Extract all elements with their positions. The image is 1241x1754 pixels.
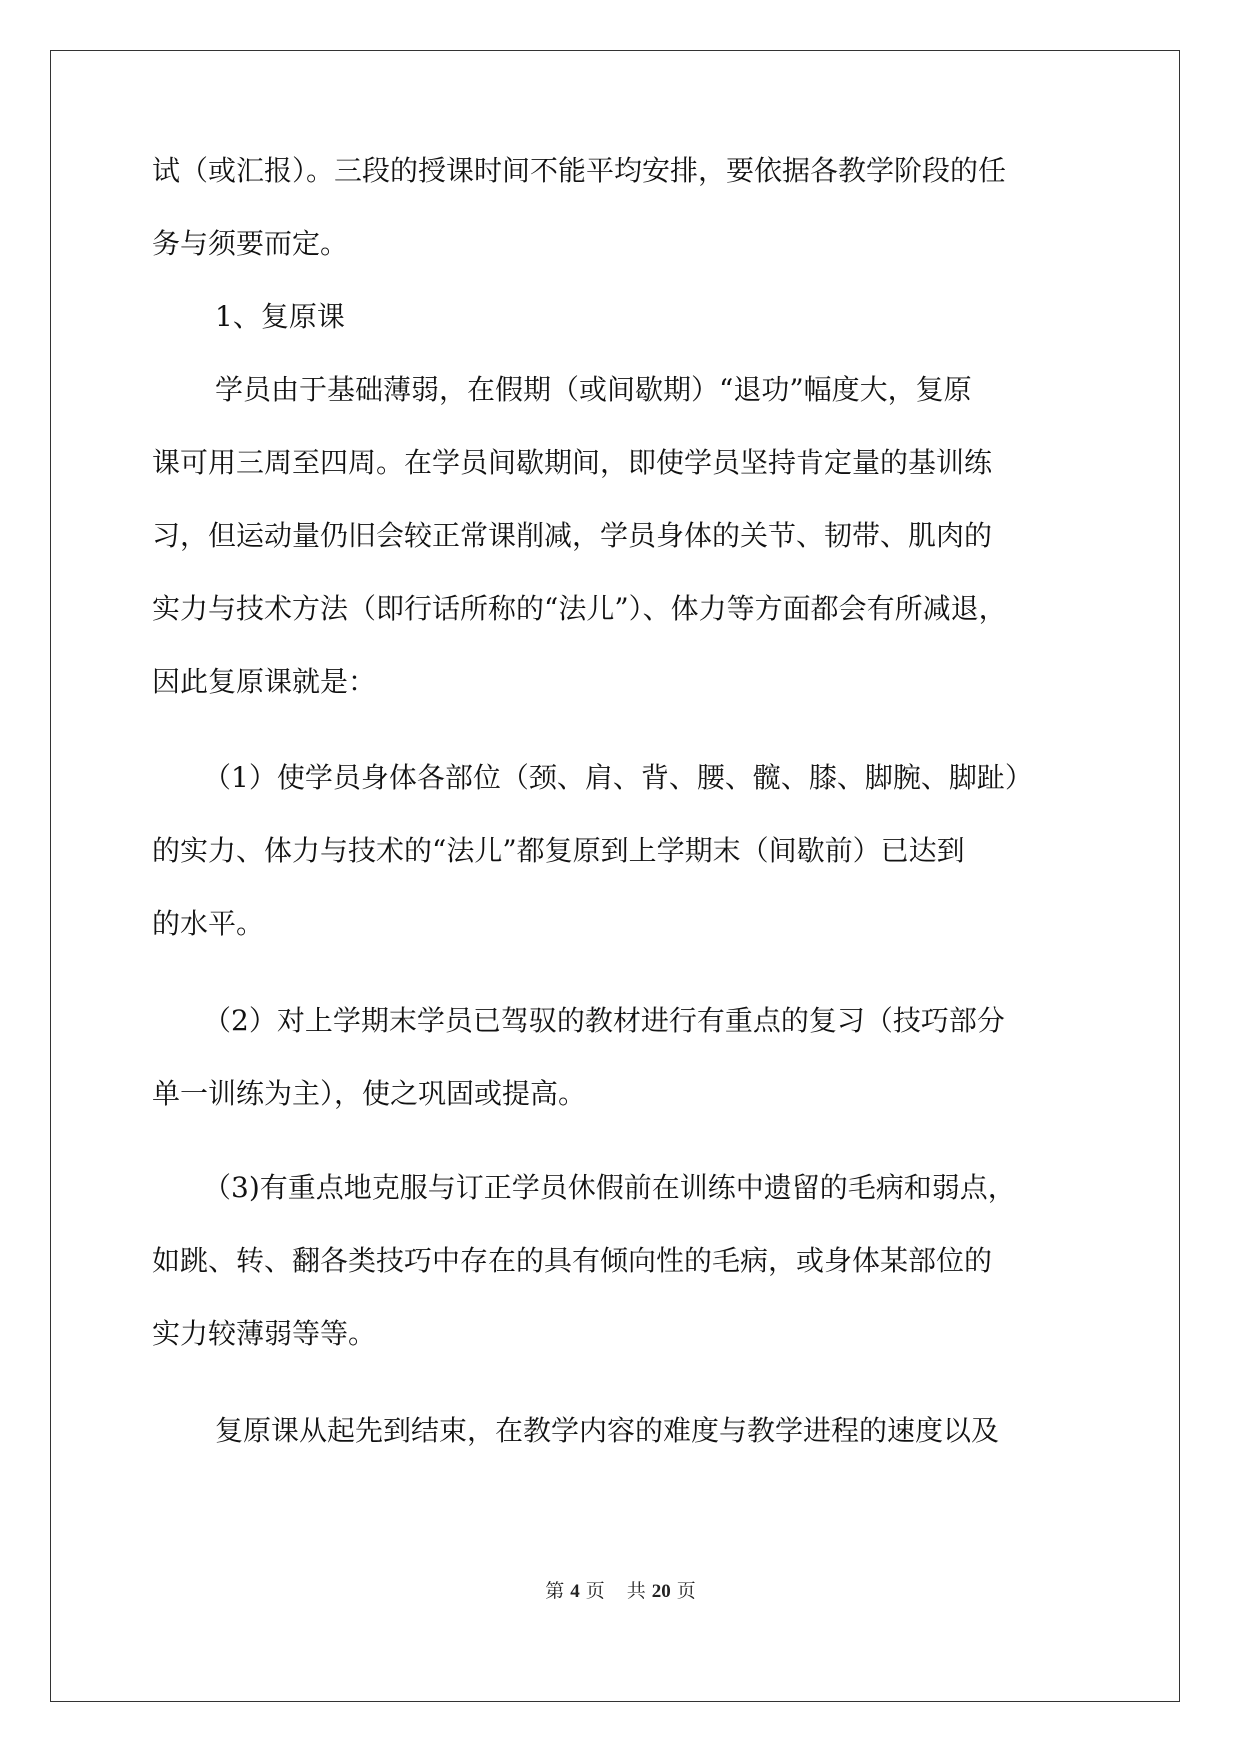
footer-total-prefix: 共	[626, 1581, 646, 1602]
text-line: 务与须要而定。	[152, 227, 349, 260]
text-line: 实力与技术方法（即行话所称的“法儿”）、体力等方面都会有所减退，	[152, 592, 1007, 625]
text-line: 课可用三周至四周。在学员间歇期间，即使学员坚持肯定量的基训练	[152, 446, 993, 479]
total-pages: 20	[651, 1581, 671, 1602]
text-line: 试（或汇报）。三段的授课时间不能平均安排，要依据各教学阶段的任	[152, 154, 1007, 187]
footer-page-suffix: 页	[585, 1581, 605, 1602]
text-line: 如跳、转、翻各类技巧中存在的具有倾向性的毛病，或身体某部位的	[152, 1244, 993, 1277]
text-line: 的实力、体力与技术的“法儿”都复原到上学期末（间歇前）已达到	[152, 834, 965, 867]
page-footer	[0, 1580, 1241, 1604]
text-line: 因此复原课就是：	[152, 665, 377, 698]
list-item: （2）对上学期末学员已驾驭的教材进行有重点的复习（技巧部分	[203, 1004, 1005, 1037]
text-line: 单一训练为主），使之巩固或提高。	[152, 1077, 587, 1110]
text-line: 复原课从起先到结束，在教学内容的难度与教学进程的速度以及	[215, 1414, 1000, 1447]
footer-prefix: 第	[545, 1581, 565, 1602]
footer-total-suffix: 页	[676, 1581, 696, 1602]
text-line: 实力较薄弱等等。	[152, 1317, 377, 1350]
page-number: 4	[570, 1581, 580, 1602]
section-heading: 1、复原课	[215, 300, 345, 333]
text-line: 习，但运动量仍旧会较正常课削减，学员身体的关节、韧带、肌肉的	[152, 519, 993, 552]
list-item: （1）使学员身体各部位（颈、肩、背、腰、髋、膝、脚腕、脚趾）	[203, 761, 1033, 794]
text-line: 学员由于基础薄弱，在假期（或间歇期）“退功”幅度大，复原	[215, 373, 972, 406]
text-line: 的水平。	[152, 907, 265, 940]
list-item: （3)有重点地克服与订正学员休假前在训练中遗留的毛病和弱点，	[203, 1171, 1016, 1204]
